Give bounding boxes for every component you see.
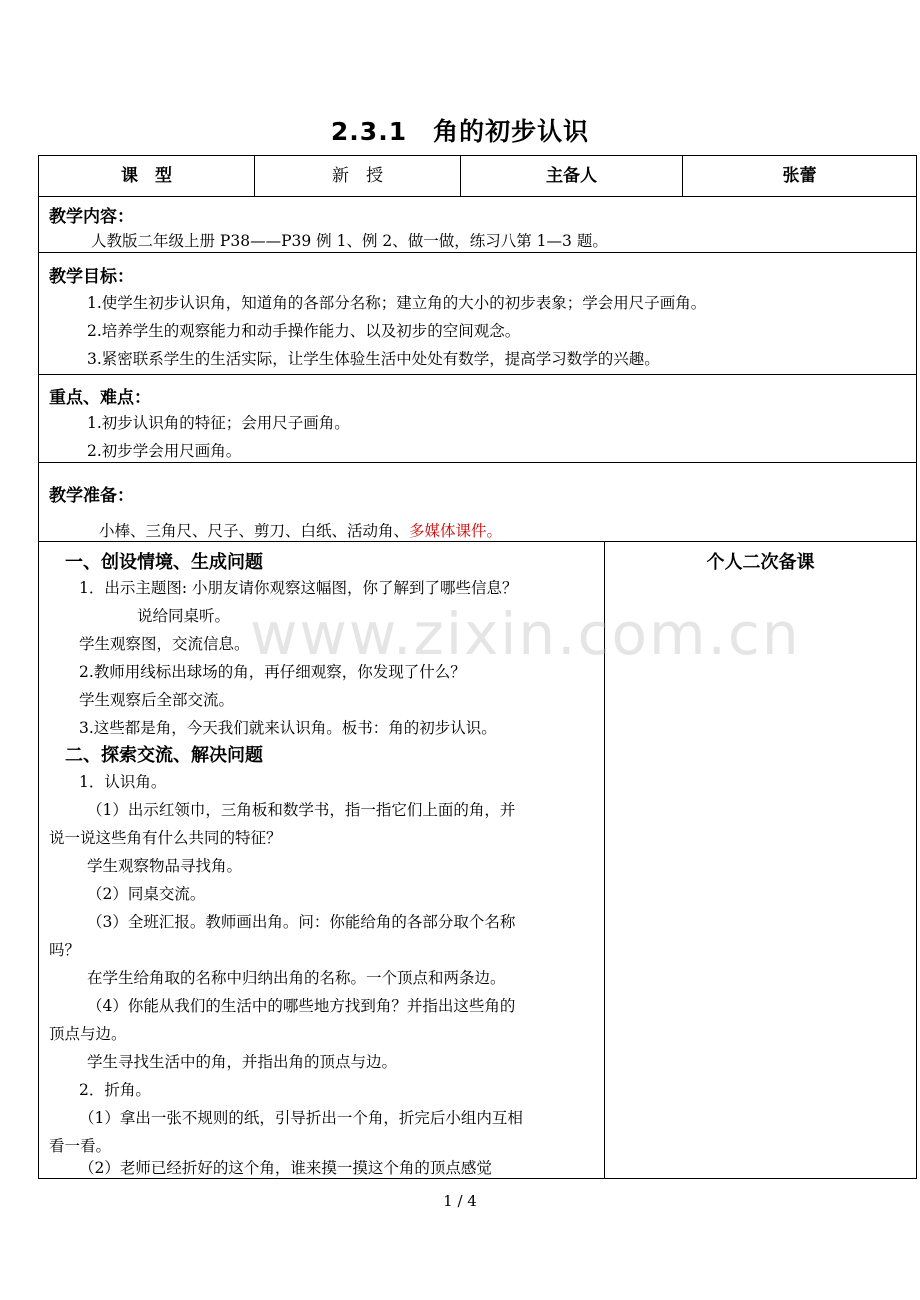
process-line: 2.教师用线标出球场的角，再仔细观察，你发现了什么？ [79, 663, 466, 681]
process-line: 顶点与边。 [49, 1025, 127, 1043]
process-line: （3）全班汇报。教师画出角。问：你能给角的各部分取个名称 [87, 913, 516, 931]
side-column-title: 个人二次备课 [706, 552, 815, 573]
content-row [39, 197, 916, 253]
goal-item: 1.使学生初步认识角，知道角的各部分名称；建立角的大小的初步表象；学会用尺子画角。 [87, 294, 707, 312]
process-line: 学生观察图，交流信息。 [79, 635, 250, 653]
type-label: 课 型 [39, 156, 255, 196]
type-value: 新 授 [255, 156, 461, 196]
key-points-title: 重点、难点： [49, 388, 151, 408]
process-line: 2．折角。 [79, 1081, 151, 1099]
process-line: 学生寻找生活中的角，并指出角的顶点与边。 [87, 1053, 398, 1071]
goals-row [39, 253, 916, 375]
section1-title: 一、创设情境、生成问题 [65, 552, 263, 573]
preparer-value: 张蕾 [782, 166, 817, 186]
goals-title: 教学目标： [49, 267, 134, 287]
process-line: （4）你能从我们的生活中的哪些地方找到角？并指出这些角的 [87, 997, 516, 1015]
process-line: 说一说这些角有什么共同的特征？ [49, 829, 282, 847]
section2-title: 二、探索交流、解决问题 [65, 745, 263, 766]
page-number: 1 / 4 [443, 1192, 477, 1210]
preparation-title: 教学准备： [49, 486, 134, 506]
process-line: 3.这些都是角，今天我们就来认识角。板书：角的初步认识。 [79, 719, 497, 737]
process-line: （1）出示红领巾，三角板和数学书，指一指它们上面的角，并 [87, 801, 516, 819]
process-line: 吗？ [49, 941, 81, 959]
goal-item: 2.培养学生的观察能力和动手操作能力、以及初步的空间观念。 [87, 322, 521, 340]
key-point-item: 2.初步学会用尺画角。 [87, 442, 242, 460]
process-line: 学生观察物品寻找角。 [87, 857, 243, 875]
process-line: 学生观察后全部交流。 [79, 691, 235, 709]
process-line: 在学生给角取的名称中归纳出角的名称。一个顶点和两条边。 [87, 969, 506, 987]
process-line: 说给同桌听。 [137, 607, 231, 625]
header-row [39, 156, 916, 197]
process-line: 1．出示主题图: 小朋友请你观察这幅图，你了解到了哪些信息？ [79, 579, 518, 597]
goal-item: 3.紧密联系学生的生活实际，让学生体验生活中处处有数学，提高学习数学的兴趣。 [87, 350, 660, 368]
key-points-row [39, 375, 916, 463]
watermark: www.zixin.com.cn [250, 600, 801, 668]
process-line: （2）同桌交流。 [87, 885, 206, 903]
process-line: （1）拿出一张不规则的纸，引导折出一个角，折完后小组内互相 [79, 1109, 523, 1127]
content-text: 人教版二年级上册 P38——P39 例 1、例 2、做一做，练习八第 1—3 题。 [91, 232, 608, 250]
content-title: 教学内容： [49, 207, 134, 227]
process-line: 1．认识角。 [79, 773, 167, 791]
preparation-multimedia: 多媒体课件。 [409, 522, 503, 540]
preparation-row [39, 463, 916, 542]
preparer-label: 主备人 [461, 156, 683, 196]
key-point-item: 1.初步认识角的特征；会用尺子画角。 [87, 414, 350, 432]
document-title: 2.3.1 角的初步认识 [330, 117, 590, 146]
preparation-materials: 小棒、三角尺、尺子、剪刀、白纸、活动角、 [99, 522, 410, 540]
preparation-text [99, 519, 502, 541]
process-line: 看一看。 [49, 1137, 112, 1155]
process-line: （2）老师已经折好的这个角，谁来摸一摸这个角的顶点感觉 [79, 1159, 492, 1177]
